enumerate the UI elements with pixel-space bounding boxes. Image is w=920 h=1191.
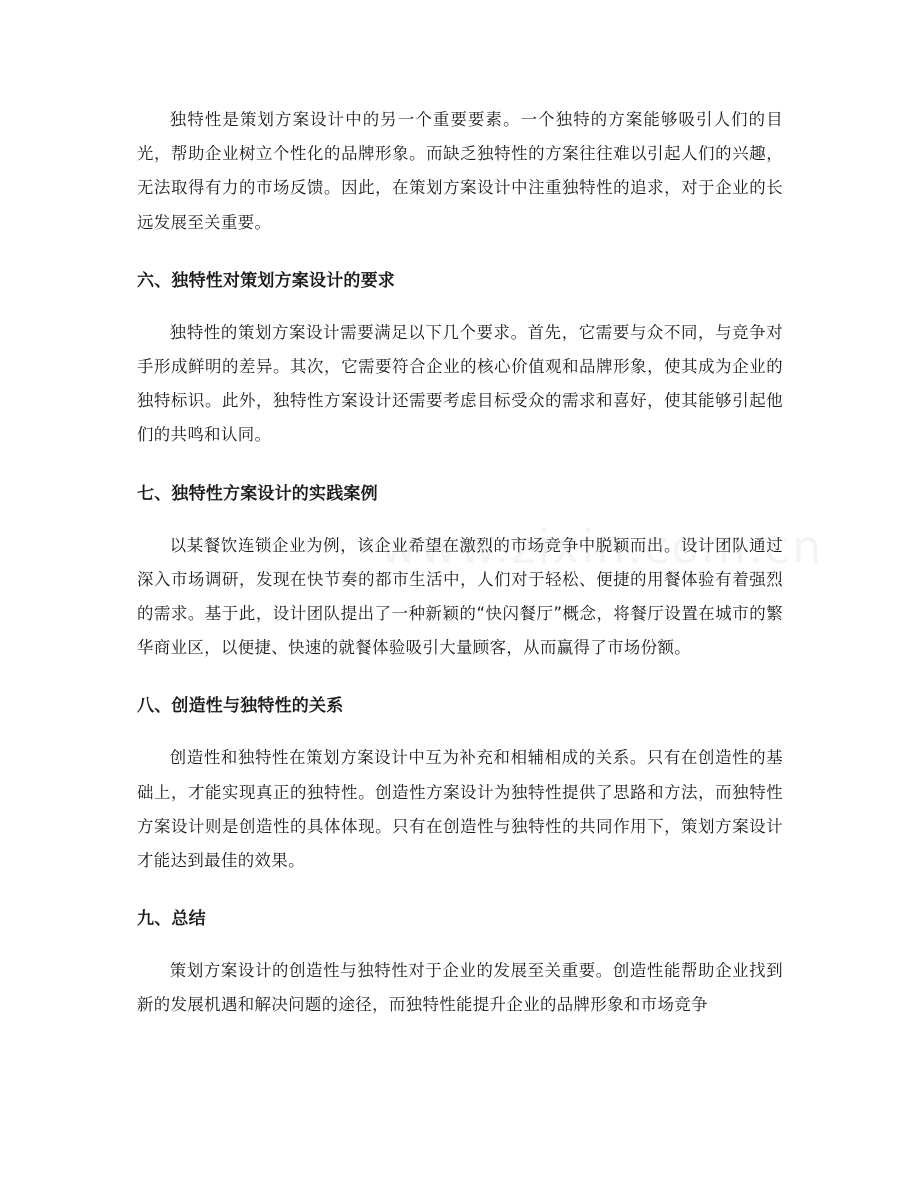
paragraph-section-9: 策划方案设计的创造性与独特性对于企业的发展至关重要。创造性能帮助企业找到新的发展机遇和解决问题的途径，而独特性能提升企业的品牌形象和市场竞争 (137, 961, 783, 1015)
paragraph-section-7: 以某餐饮连锁企业为例，该企业希望在激烈的市场竞争中脱颖而出。设计团队通过深入市场调研，发现在快节奏的都市生活中，人们对于轻松、便捷的用餐体验有着强烈的需求。基于此，设计团队提出了一种新颖的“快闪餐厅”概念，将餐厅设置在城市的繁华商业区，以便捷、快速的就餐体验吸引大量顾客，从而赢得了市场份额。 (137, 535, 783, 658)
heading-section-7: 七、独特性方案设计的实践案例 (137, 483, 378, 504)
paragraph-intro: 独特性是策划方案设计中的另一个重要要素。一个独特的方案能够吸引人们的目光，帮助企业树立个性化的品牌形象。而缺乏独特性的方案往往难以引起人们的兴趣，无法取得有力的市场反馈。因此，在策划方案设计中注重独特性的追求，对于企业的长远发展至关重要。 (137, 110, 783, 232)
paragraph-section-6: 独特性的策划方案设计需要满足以下几个要求。首先，它需要与众不同，与竞争对手形成鲜明的差异。其次，它需要符合企业的核心价值观和品牌形象，使其成为企业的独特标识。此外，独特性方案设计还需要考虑目标受众的需求和喜好，使其能够引起他们的共鸣和认同。 (137, 322, 783, 445)
document-body (137, 103, 783, 1023)
heading-section-8: 八、创造性与独特性的关系 (137, 696, 344, 717)
heading-section-9: 九、总结 (137, 909, 206, 930)
paragraph-section-8: 创造性和独特性在策划方案设计中互为补充和相辅相成的关系。只有在创造性的基础上，才能实现真正的独特性。创造性方案设计为独特性提供了思路和方法，而独特性方案设计则是创造性的具体体现。只有在创造性与独特性的共同作用下，策划方案设计才能达到最佳的效果。 (137, 748, 783, 871)
heading-section-6: 六、独特性对策划方案设计的要求 (137, 270, 395, 291)
